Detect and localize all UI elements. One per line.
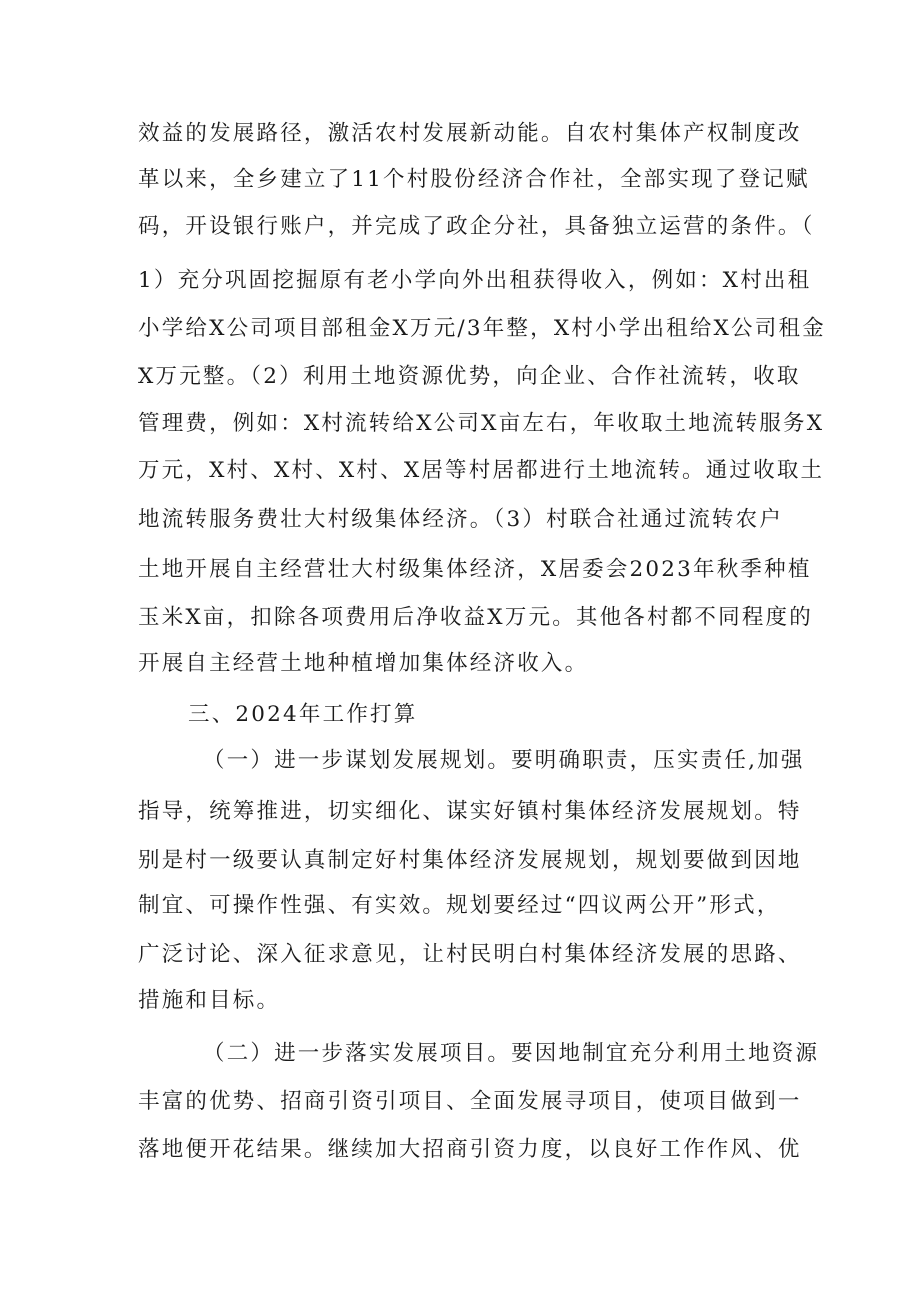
- text-line: 广泛讨论、深入征求意见，让村民明白村集体经济发展的思路、: [138, 942, 802, 967]
- text-line: 别是村一级要认真制定好村集体经济发展规划，规划要做到因地: [138, 848, 802, 873]
- text-line: 玉米X亩，扣除各项费用后净收益X万元。其他各村都不同程度的: [138, 605, 813, 630]
- text-line: 落地便开花结果。继续加大招商引资力度，以良好工作作风、优: [138, 1137, 802, 1162]
- text-line: 码，开设银行账户，并完成了政企分社，具备独立运营的条件。（: [138, 214, 815, 239]
- text-line: 制宜、可操作性强、有实效。规划要经过“四议两公开”形式，: [138, 893, 781, 918]
- section-heading: 三、2024年工作打算: [188, 702, 418, 727]
- text-line: 管理费，例如：X村流转给X公司X亩左右，年收取土地流转服务X: [138, 411, 825, 436]
- text-line: 效益的发展路径，激活农村发展新动能。自农村集体产权制度改: [138, 121, 802, 146]
- text-line: （二）进一步落实发展项目。要因地制宜充分利用土地资源: [203, 1041, 820, 1066]
- text-line: 丰富的优势、招商引资引项目、全面发展寻项目，使项目做到一: [138, 1089, 802, 1114]
- text-line: 小学给X公司项目部租金X万元/3年整，X村小学出租给X公司租金: [138, 316, 826, 341]
- text-line: 地流转服务费壮大村级集体经济。（3）村联合社通过流转农户: [138, 507, 784, 532]
- text-line: 措施和目标。: [138, 988, 281, 1013]
- text-line: 1）充分巩固挖掘原有老小学向外出租获得收入，例如：X村出租: [138, 268, 812, 293]
- text-line: 万元，X村、X村、X村、X居等村居都进行土地流转。通过收取土: [138, 458, 825, 483]
- text-line: 开展自主经营土地种植增加集体经济收入。: [138, 651, 589, 676]
- text-line: 指导，统筹推进，切实细化、谋实好镇村集体经济发展规划。特: [138, 799, 802, 824]
- text-line: 革以来，全乡建立了11个村股份经济合作社，全部实现了登记赋: [138, 167, 810, 192]
- text-line: （一）进一步谋划发展规划。要明确职责，压实责任,加强: [203, 748, 805, 773]
- text-line: 土地开展自主经营壮大村级集体经济，X居委会2023年秋季种植: [138, 557, 812, 582]
- text-line: X万元整。（2）利用土地资源优势，向企业、合作社流转，收取: [138, 364, 801, 389]
